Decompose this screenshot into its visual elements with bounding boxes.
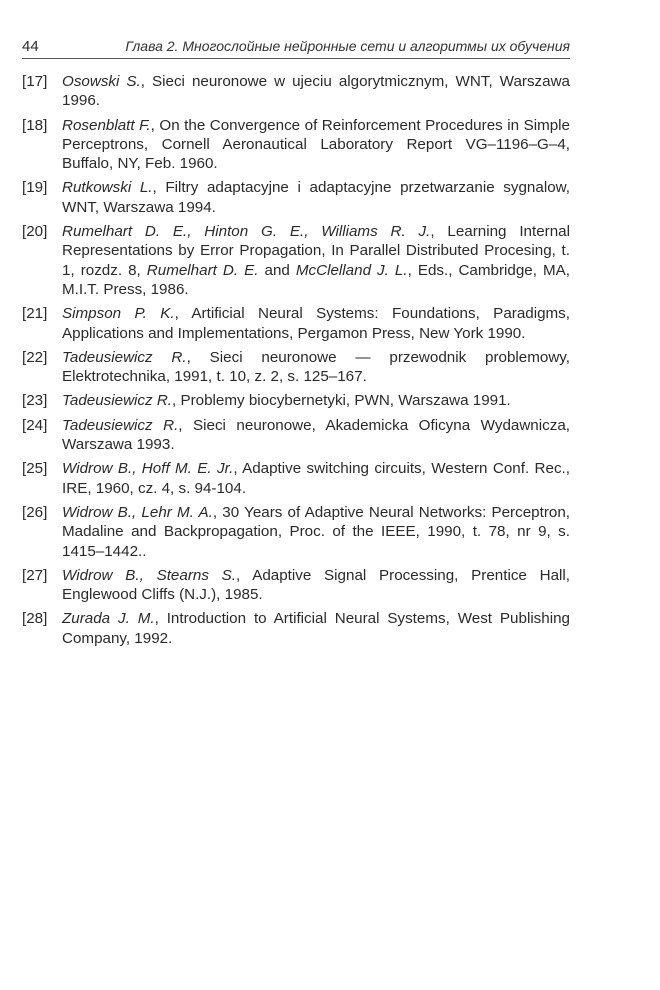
reference-item	[22, 391, 570, 410]
reference-item	[22, 459, 570, 498]
reference-item	[22, 178, 570, 217]
reference-number: [22]	[22, 348, 48, 366]
reference-author: Widrow B., Hoff M. E. Jr.	[62, 460, 234, 478]
reference-author: Widrow B., Stearns S.	[62, 566, 237, 584]
reference-text	[62, 116, 570, 174]
reference-detail: , Adaptive Signal Processing, Prentice Hall, Englewood Cliffs (N.J.), 1985.	[62, 566, 570, 604]
reference-author: Rutkowski L.	[62, 179, 153, 197]
reference-detail: , Problemy biocybernetyki, PWN, Warszawa 1991.	[172, 392, 511, 410]
reference-item	[22, 116, 570, 174]
reference-list	[22, 72, 570, 653]
reference-text	[62, 503, 570, 561]
reference-number: [20]	[22, 223, 48, 241]
reference-item	[22, 304, 570, 343]
reference-text	[62, 72, 570, 111]
reference-number: [26]	[22, 503, 48, 521]
reference-author: Tadeusiewicz R.	[62, 348, 187, 366]
reference-author: Rumelhart D. E., Hinton G. E., Williams R. J.	[62, 223, 431, 241]
reference-item	[22, 416, 570, 455]
reference-number: [28]	[22, 610, 48, 628]
reference-author: Simpson P. K.	[62, 305, 175, 323]
reference-number: [18]	[22, 116, 48, 134]
reference-detail: , 30 Years of Adaptive Neural Networks: Perceptron, Madaline and Backpropagation, Proc. of the IEEE, 1990, t. 78, nr 9, s. 1415–1442..	[62, 503, 570, 560]
reference-detail: , Sieci neuronowe, Akademicka Oficyna Wydawnicza, Warszawa 1993.	[62, 416, 570, 454]
reference-text	[62, 348, 570, 387]
reference-author: Widrow B., Lehr M. A.	[62, 503, 213, 521]
reference-author: McClelland J. L.	[295, 261, 408, 279]
reference-item	[22, 566, 570, 605]
reference-author: Osowski S.	[62, 73, 141, 90]
reference-detail: and	[258, 261, 296, 279]
reference-author: Rumelhart D. E.	[146, 261, 259, 279]
reference-number: [21]	[22, 305, 48, 323]
reference-text	[62, 609, 570, 648]
reference-number: [27]	[22, 566, 48, 584]
reference-number: [19]	[22, 179, 48, 197]
reference-detail: , Filtry adaptacyjne i adaptacyjne przetwarzanie sygnalow, WNT, Warszawa 1994.	[62, 179, 570, 216]
reference-author: Rosenblatt F.	[62, 116, 151, 134]
reference-author: Zurada J. M.	[62, 610, 155, 628]
reference-detail: , Introduction to Artificial Neural Systems, West Publishing Company, 1992.	[62, 610, 570, 647]
reference-text	[62, 222, 570, 299]
reference-author: Tadeusiewicz R.	[62, 392, 173, 410]
reference-detail: , Eds., Cambridge, MA, M.I.T. Press, 1986.	[62, 261, 570, 298]
reference-text	[62, 566, 570, 605]
reference-item	[22, 609, 570, 648]
reference-text	[62, 459, 570, 498]
running-title: Глава 2. Многослойные нейронные сети и алгоритмы их обучения	[125, 38, 570, 54]
reference-number: [17]	[22, 73, 48, 90]
reference-author: Tadeusiewicz R.	[62, 416, 179, 434]
reference-detail: , Artificial Neural Systems: Foundations, Paradigms, Applications and Implementations, Pergamon Press, New York 1990.	[62, 305, 570, 342]
page-header	[22, 34, 570, 59]
reference-item	[22, 72, 570, 111]
reference-detail: , Sieci neuronowe w ujeciu algorytmicznym, WNT, Warszawa 1996.	[62, 73, 571, 110]
reference-detail: , On the Convergence of Reinforcement Procedures in Simple Perceptrons, Cornell Aeronautical Laboratory Report VG–1196–G–4, Buffalo, NY, Feb. 1960.	[62, 116, 570, 173]
reference-number: [24]	[22, 416, 48, 434]
reference-text	[62, 416, 570, 455]
reference-text	[62, 304, 570, 343]
reference-item	[22, 348, 570, 387]
page-number: 44	[22, 38, 39, 55]
reference-text	[62, 178, 570, 217]
reference-number: [25]	[22, 460, 48, 478]
reference-number: [23]	[22, 392, 48, 410]
reference-detail: , Adaptive switching circuits, Western Conf. Rec., IRE, 1960, cz. 4, s. 94-104.	[62, 460, 570, 497]
reference-detail: , Sieci neuronowe — przewodnik problemowy, Elektrotechnika, 1991, t. 10, z. 2, s. 125–167.	[62, 348, 570, 386]
reference-item	[22, 222, 570, 299]
reference-text	[62, 391, 570, 410]
reference-item	[22, 503, 570, 561]
reference-detail: , Learning Internal Representations by Error Propagation, In Parallel Distributed Procesing, t. 1, rozdz. 8,	[62, 223, 570, 279]
